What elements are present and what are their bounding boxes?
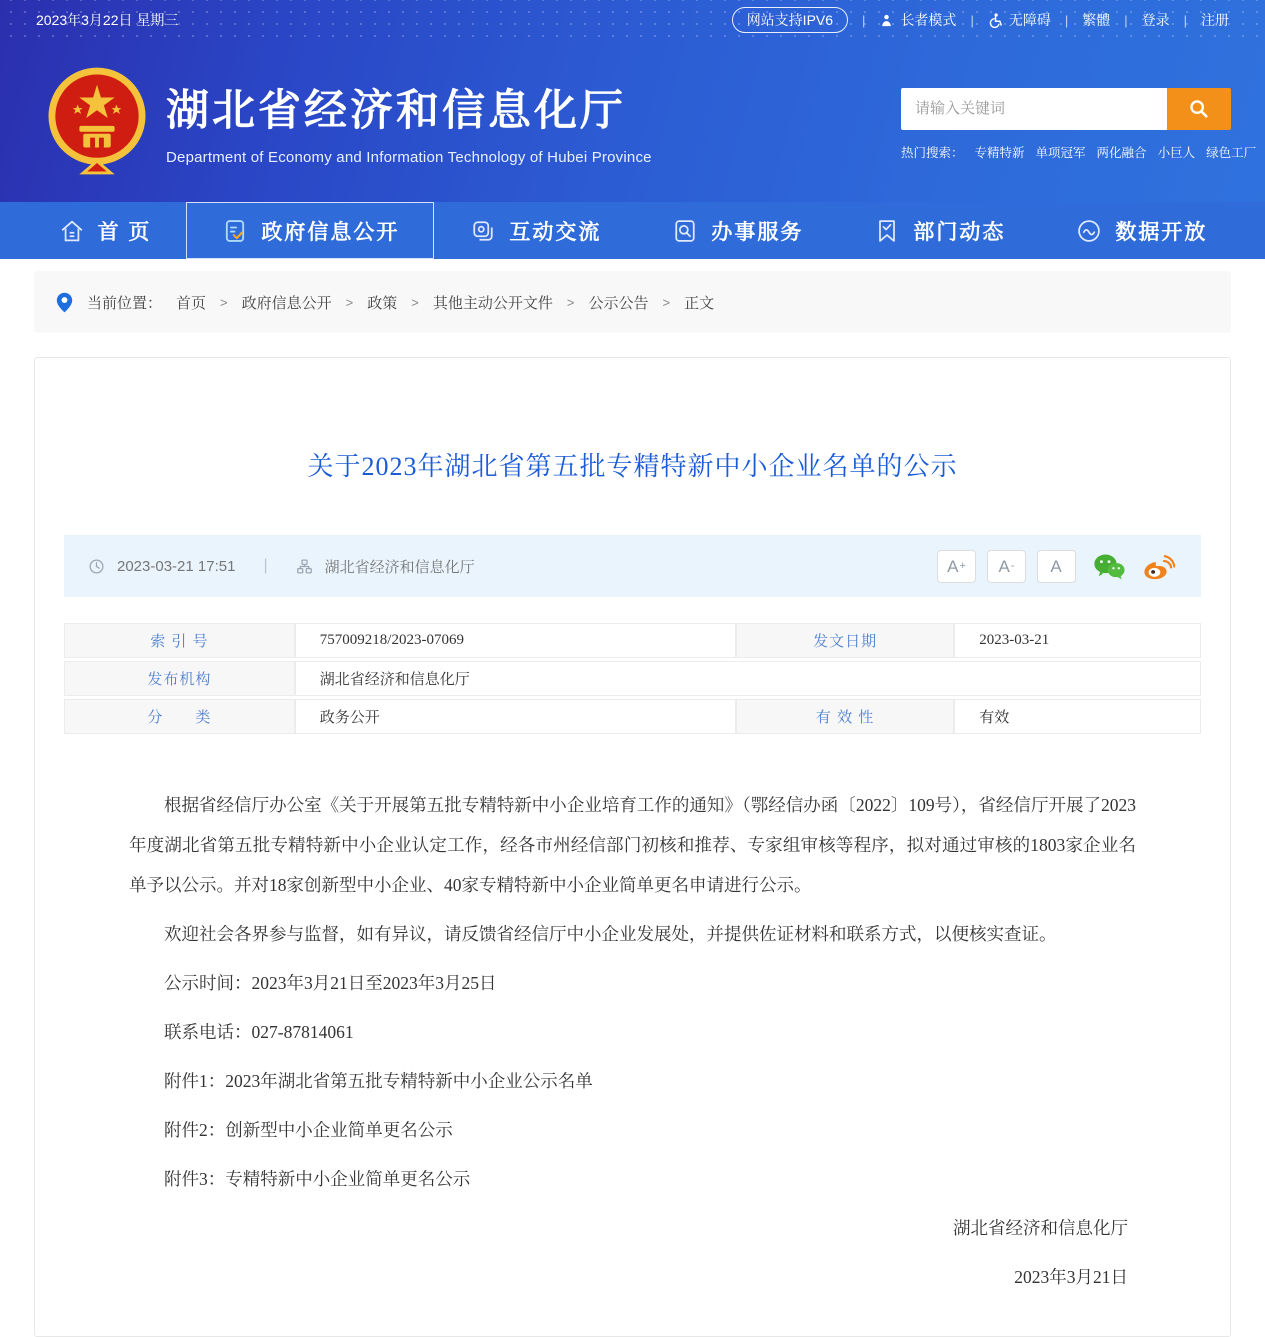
clock-icon: [88, 558, 105, 575]
body-paragraph: 根据省经信厅办公室《关于开展第五批专精特新中小企业培育工作的通知》（鄂经信办函〔2022〕109号），省经信厅开展了2023年度湖北省第五批专精特新中小企业认定工作，经各市州经信部门初核和推荐、专家组审核等程序，拟对通过审核的1803家企业名单予以公示。并对18家创新型中小企业、40家专精特新中小企业简单更名申请进行公示。: [129, 795, 1136, 895]
signature-date: 2023年3月21日: [1014, 1267, 1128, 1287]
nav-item-department-news[interactable]: 部门动态: [838, 202, 1040, 259]
index-number-value: 757009218/2023-07069: [295, 623, 736, 658]
header-main: [0, 40, 1265, 202]
nav-item-interaction[interactable]: 互动交流: [434, 202, 636, 259]
site-subtitle-en: Department of Economy and Information Technology of Hubei Province: [166, 148, 652, 166]
breadcrumb-home[interactable]: 首页: [176, 294, 207, 312]
breadcrumb-separator: >: [345, 294, 354, 310]
font-reset-button[interactable]: A: [1037, 550, 1076, 583]
hot-term[interactable]: 绿色工厂: [1206, 145, 1257, 160]
search-icon: [1188, 98, 1210, 120]
circle-wave-icon: [1075, 217, 1103, 245]
signature-org: 湖北省经济和信息化厅: [953, 1218, 1128, 1238]
document-info-table: [64, 620, 1201, 737]
breadcrumb-separator: >: [220, 294, 228, 310]
breadcrumb-policy[interactable]: 政策: [367, 294, 398, 312]
traditional-chinese-link[interactable]: 繁體: [1082, 12, 1111, 28]
site-title: 湖北省经济和信息化厅: [166, 86, 626, 135]
publicity-period: 公示时间：2023年3月21日至2023年3月25日: [164, 973, 497, 993]
breadcrumb-separator: >: [411, 294, 419, 310]
wheelchair-icon: [988, 12, 1003, 28]
divider: |: [1124, 12, 1128, 28]
divider: |: [862, 12, 866, 28]
index-number-label: 索 引 号: [64, 623, 295, 658]
search-box: [901, 88, 1231, 130]
article-title: 关于2023年湖北省第五批专精特新中小企业名单的公示: [307, 452, 958, 481]
contact-phone: 联系电话：027-87814061: [164, 1022, 354, 1042]
body-paragraph: 欢迎社会各界参与监督，如有异议，请反馈省经信厅中小企业发展处，并提供佐证材料和联系方式，以便核实查证。: [164, 924, 1057, 944]
search-area: [901, 88, 1257, 161]
issuing-org-value: 湖北省经济和信息化厅: [295, 661, 1201, 696]
attachment-link-1[interactable]: 附件1：2023年湖北省第五批专精特新中小企业公示名单: [164, 1071, 593, 1091]
hot-term[interactable]: 两化融合: [1096, 145, 1147, 160]
register-link[interactable]: 注册: [1201, 12, 1229, 28]
org-sitemap-icon: [296, 558, 313, 575]
divider: |: [970, 12, 974, 28]
hot-term[interactable]: 专精特新: [974, 145, 1025, 160]
category-value: 政务公开: [295, 699, 736, 734]
login-link[interactable]: 登录: [1141, 12, 1170, 28]
publish-datetime: 2023-03-21 17:51: [117, 557, 236, 575]
signature-block: [129, 1208, 1136, 1297]
category-label: 分 类: [64, 699, 295, 734]
home-icon: [58, 217, 86, 245]
meta-left: [88, 556, 475, 577]
article-body: [129, 785, 1136, 1297]
accessibility-link[interactable]: 无障碍: [988, 10, 1051, 30]
brand-text: [166, 77, 652, 166]
meta-right: [937, 550, 1175, 583]
article-container: [34, 357, 1231, 1337]
overlap-squares-icon: [469, 217, 497, 245]
current-date: 2023年3月22日 星期三: [36, 12, 179, 28]
site-brand[interactable]: [48, 65, 652, 177]
document-check-icon: [221, 217, 249, 245]
hot-search-label: 热门搜索：: [901, 145, 964, 160]
table-row: [64, 661, 1201, 696]
breadcrumb-separator: >: [662, 294, 671, 310]
nav-item-home[interactable]: 首 页: [23, 202, 187, 259]
breadcrumb-announcements[interactable]: 公示公告: [588, 294, 649, 312]
weibo-share-button[interactable]: [1142, 553, 1175, 580]
site-header: [0, 0, 1265, 259]
ipv6-badge[interactable]: 网站支持IPV6: [732, 7, 848, 33]
doc-magnifier-icon: [671, 217, 699, 245]
search-input[interactable]: [901, 88, 1167, 130]
top-utility-bar: [0, 0, 1265, 40]
person-icon: [879, 13, 894, 28]
divider: |: [263, 557, 268, 574]
weibo-icon: [1142, 553, 1175, 580]
table-row: [64, 623, 1201, 658]
attachment-link-2[interactable]: 附件2：创新型中小企业简单更名公示: [164, 1120, 453, 1140]
source-name: 湖北省经济和信息化厅: [324, 558, 475, 576]
article-meta-bar: [64, 535, 1201, 597]
wechat-icon: [1093, 553, 1125, 580]
national-emblem-logo: [48, 65, 146, 177]
nav-item-open-data[interactable]: 数据开放: [1040, 202, 1242, 259]
hot-search: [901, 143, 1257, 161]
breadcrumb-label: 当前位置：: [87, 294, 163, 312]
font-decrease-button[interactable]: A -: [987, 550, 1026, 583]
breadcrumb-gov-info[interactable]: 政府信息公开: [241, 294, 332, 312]
hot-term[interactable]: 单项冠军: [1035, 145, 1086, 160]
breadcrumb-current: 正文: [684, 294, 715, 312]
validity-value: 有效: [954, 699, 1201, 734]
main-navigation: [0, 202, 1265, 259]
topbar-links: [732, 7, 1229, 33]
location-pin-icon: [56, 292, 73, 313]
divider: |: [1183, 12, 1187, 28]
breadcrumb-separator: >: [566, 294, 575, 310]
hot-term[interactable]: 小巨人: [1157, 145, 1196, 160]
divider: |: [1064, 12, 1069, 28]
breadcrumb: [34, 271, 1231, 333]
bookmark-check-icon: [873, 217, 901, 245]
breadcrumb-other-public-docs[interactable]: 其他主动公开文件: [432, 294, 553, 312]
elder-mode-link[interactable]: 长者模式: [879, 10, 956, 30]
attachment-link-3[interactable]: 附件3：专精特新中小企业简单更名公示: [164, 1169, 471, 1189]
font-increase-button[interactable]: A +: [937, 550, 976, 583]
nav-item-services[interactable]: 办事服务: [636, 202, 838, 259]
nav-item-gov-info[interactable]: 政府信息公开: [186, 202, 434, 259]
table-row: [64, 699, 1201, 734]
issue-date-label: 发文日期: [736, 623, 954, 658]
search-button[interactable]: [1167, 88, 1231, 130]
wechat-share-button[interactable]: [1093, 553, 1125, 580]
issue-date-value: 2023-03-21: [954, 623, 1201, 658]
issuing-org-label: 发布机构: [64, 661, 295, 696]
validity-label: 有 效 性: [736, 699, 954, 734]
